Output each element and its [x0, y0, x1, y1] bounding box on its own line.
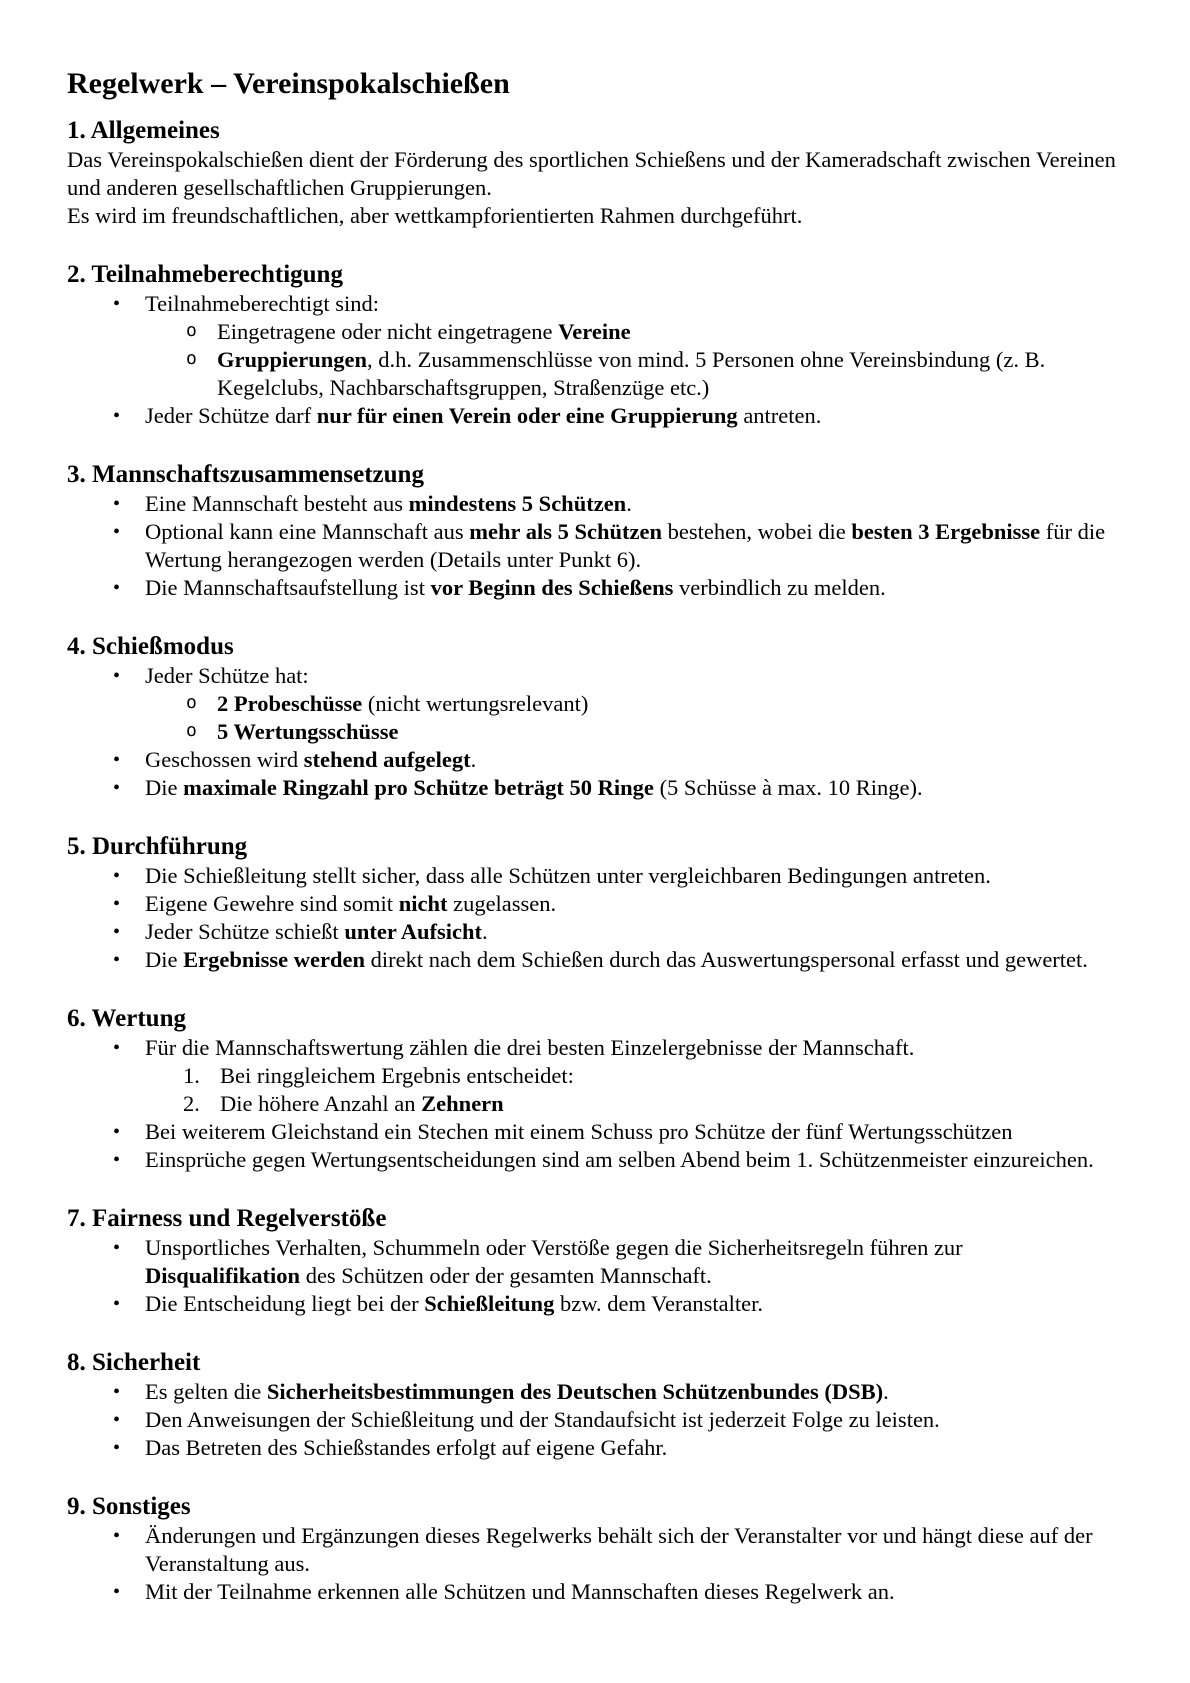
bullet-item	[67, 1578, 1123, 1606]
item-text: Es wird im freundschaftlichen, aber wettkampforientierten Rahmen durchgeführt.	[67, 203, 803, 228]
bullet-item	[67, 1522, 1123, 1578]
bullet-icon: •	[113, 577, 121, 599]
bullet-item	[67, 662, 1123, 690]
item-text: Das Vereinspokalschießen dient der Förderung des sportlichen Schießens und der Kameradschaft zwischen Vereinen und anderen gesellschaftlichen Gruppierungen.	[67, 147, 1116, 200]
section-heading: 2. Teilnahmeberechtigung	[67, 261, 343, 288]
item-text: Unsportliches Verhalten, Schummeln oder Verstöße gegen die Sicherheitsregeln führen zur Disqualifikation des Schützen oder der gesamten Mannschaft.	[145, 1235, 963, 1288]
numbered-item	[67, 1062, 1123, 1090]
section-heading: 6. Wertung	[67, 1005, 186, 1032]
section-heading: 5. Durchführung	[67, 833, 248, 860]
section-5	[67, 832, 1123, 974]
bullet-icon: •	[113, 493, 121, 515]
bullet-item	[67, 290, 1123, 318]
item-text: Die Entscheidung liegt bei der Schießleitung bzw. dem Veranstalter.	[145, 1291, 764, 1316]
circle-bullet-icon: o	[186, 720, 197, 741]
bullet-icon: •	[113, 1525, 121, 1547]
sub-bullet-item	[67, 346, 1123, 402]
document-sections	[67, 116, 1123, 1606]
bullet-item	[67, 1434, 1123, 1462]
sub-bullet-item	[67, 318, 1123, 346]
bullet-icon: •	[113, 749, 121, 771]
item-text: Teilnahmeberechtigt sind:	[145, 291, 379, 316]
bullet-icon: •	[113, 1121, 121, 1143]
bullet-icon: •	[113, 293, 121, 315]
document-title: Regelwerk – Vereinspokalschießen	[67, 67, 510, 100]
bullet-item	[67, 490, 1123, 518]
section-8	[67, 1348, 1123, 1462]
circle-bullet-icon: o	[186, 692, 197, 713]
section-7	[67, 1204, 1123, 1318]
bullet-icon: •	[113, 777, 121, 799]
bullet-icon: •	[113, 1381, 121, 1403]
item-text: Das Betreten des Schießstandes erfolgt auf eigene Gefahr.	[145, 1435, 668, 1460]
bullet-item	[67, 918, 1123, 946]
bullet-item	[67, 574, 1123, 602]
item-text: Es gelten die Sicherheitsbestimmungen des Deutschen Schützenbundes (DSB).	[145, 1379, 889, 1404]
bullet-icon: •	[113, 1293, 121, 1315]
bullet-icon: •	[113, 521, 121, 543]
bullet-item	[67, 946, 1123, 974]
item-text: Eine Mannschaft besteht aus mindestens 5 Schützen.	[145, 491, 632, 516]
item-text: Jeder Schütze darf nur für einen Verein oder eine Gruppierung antreten.	[145, 403, 822, 428]
item-text: Geschossen wird stehend aufgelegt.	[145, 747, 477, 772]
bullet-item	[67, 746, 1123, 774]
bullet-item	[67, 1290, 1123, 1318]
section-heading: 3. Mannschaftszusammensetzung	[67, 461, 424, 488]
item-text: 2 Probeschüsse (nicht wertungsrelevant)	[217, 691, 589, 716]
section-2	[67, 260, 1123, 430]
item-text: Einsprüche gegen Wertungsentscheidungen sind am selben Abend beim 1. Schützenmeister einzureichen.	[145, 1147, 1094, 1172]
paragraph	[67, 146, 1123, 202]
bullet-icon: •	[113, 1037, 121, 1059]
bullet-item	[67, 1378, 1123, 1406]
bullet-icon: •	[113, 893, 121, 915]
bullet-icon: •	[113, 949, 121, 971]
bullet-icon: •	[113, 865, 121, 887]
item-text: Bei weiterem Gleichstand ein Stechen mit einem Schuss pro Schütze der fünf Wertungsschützen	[145, 1119, 1013, 1144]
item-text: Eigene Gewehre sind somit nicht zugelassen.	[145, 891, 557, 916]
item-text: Mit der Teilnahme erkennen alle Schützen und Mannschaften dieses Regelwerk an.	[145, 1579, 895, 1604]
bullet-icon: •	[113, 1237, 121, 1259]
bullet-icon: •	[113, 921, 121, 943]
item-text: Bei ringgleichem Ergebnis entscheidet:	[220, 1063, 574, 1088]
section-heading: 4. Schießmodus	[67, 633, 234, 660]
numbered-item	[67, 1090, 1123, 1118]
item-number: 2.	[183, 1091, 200, 1116]
bullet-item	[67, 890, 1123, 918]
item-number: 1.	[183, 1063, 200, 1088]
bullet-item	[67, 402, 1123, 430]
bullet-item	[67, 1406, 1123, 1434]
sub-bullet-item	[67, 718, 1123, 746]
item-text: Die höhere Anzahl an Zehnern	[220, 1091, 504, 1116]
bullet-item	[67, 774, 1123, 802]
bullet-icon: •	[113, 1437, 121, 1459]
bullet-item	[67, 518, 1123, 574]
sub-bullet-item	[67, 690, 1123, 718]
section-1	[67, 116, 1123, 230]
item-text: Änderungen und Ergänzungen dieses Regelwerks behält sich der Veranstalter vor und hängt diese auf der Veranstaltung aus.	[145, 1523, 1093, 1576]
bullet-item	[67, 1146, 1123, 1174]
bullet-item	[67, 862, 1123, 890]
bullet-icon: •	[113, 1581, 121, 1603]
section-4	[67, 632, 1123, 802]
section-heading: 9. Sonstiges	[67, 1493, 191, 1520]
item-text: 5 Wertungsschüsse	[217, 719, 399, 744]
section-3	[67, 460, 1123, 602]
item-text: Eingetragene oder nicht eingetragene Vereine	[217, 319, 631, 344]
item-text: Die Mannschaftsaufstellung ist vor Beginn des Schießens verbindlich zu melden.	[145, 575, 886, 600]
bullet-icon: •	[113, 665, 121, 687]
section-heading: 7. Fairness und Regelverstöße	[67, 1205, 387, 1232]
item-text: Optional kann eine Mannschaft aus mehr als 5 Schützen bestehen, wobei die besten 3 Ergebnisse für die Wertung herangezogen werden (Details unter Punkt 6).	[145, 519, 1106, 572]
bullet-item	[67, 1034, 1123, 1062]
item-text: Für die Mannschaftswertung zählen die drei besten Einzelergebnisse der Mannschaft.	[145, 1035, 915, 1060]
section-heading: 8. Sicherheit	[67, 1349, 201, 1376]
bullet-icon: •	[113, 1149, 121, 1171]
item-text: Die Ergebnisse werden direkt nach dem Schießen durch das Auswertungspersonal erfasst und gewertet.	[145, 947, 1088, 972]
bullet-icon: •	[113, 1409, 121, 1431]
bullet-item	[67, 1118, 1123, 1146]
bullet-icon: •	[113, 405, 121, 427]
item-text: Die maximale Ringzahl pro Schütze beträgt 50 Ringe (5 Schüsse à max. 10 Ringe).	[145, 775, 923, 800]
section-6	[67, 1004, 1123, 1174]
item-text: Jeder Schütze schießt unter Aufsicht.	[145, 919, 488, 944]
circle-bullet-icon: o	[186, 348, 197, 369]
bullet-item	[67, 1234, 1123, 1290]
section-9	[67, 1492, 1123, 1606]
circle-bullet-icon: o	[186, 320, 197, 341]
section-heading: 1. Allgemeines	[67, 117, 220, 144]
item-text: Gruppierungen, d.h. Zusammenschlüsse von mind. 5 Personen ohne Vereinsbindung (z. B. Kegelclubs, Nachbarschaftsgruppen, Straßenzüge etc.)	[217, 347, 1046, 400]
item-text: Die Schießleitung stellt sicher, dass alle Schützen unter vergleichbaren Bedingungen antreten.	[145, 863, 991, 888]
paragraph	[67, 202, 1123, 230]
item-text: Jeder Schütze hat:	[145, 663, 309, 688]
item-text: Den Anweisungen der Schießleitung und der Standaufsicht ist jederzeit Folge zu leisten.	[145, 1407, 940, 1432]
